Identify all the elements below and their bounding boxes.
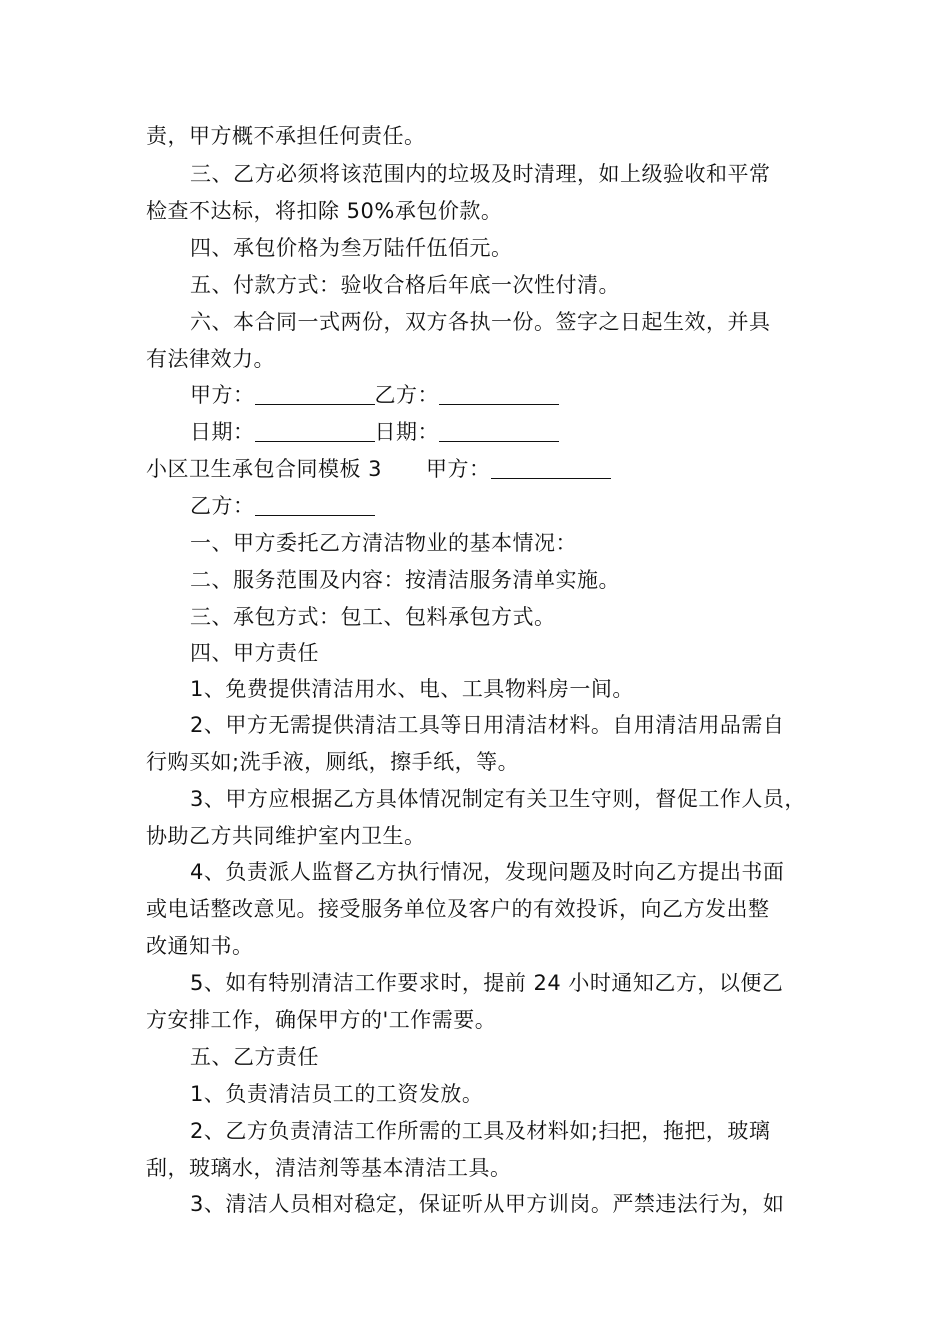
paragraph-line: 检查不达标，将扣除 50%承包价款。 [146, 199, 503, 223]
signature-row-dates [190, 418, 870, 446]
section-party-a-label: 甲方： [426, 457, 491, 481]
date-a-label: 日期： [190, 420, 255, 444]
party-a-blank [255, 384, 375, 405]
paragraph-line: 五、乙方责任 [190, 1045, 319, 1069]
paragraph-line: 改通知书。 [146, 934, 254, 958]
paragraph-line: 1、负责清洁员工的工资发放。 [190, 1082, 484, 1106]
signature-row-parties [190, 381, 870, 409]
paragraph-line: 二、服务范围及内容：按清洁服务清单实施。 [190, 568, 620, 592]
section-heading-row [146, 455, 826, 483]
paragraph-line: 三、承包方式：包工、包料承包方式。 [190, 605, 556, 629]
date-b-blank [439, 421, 559, 442]
paragraph-line: 六、本合同一式两份，双方各执一份。签字之日起生效，并具 [190, 310, 771, 334]
paragraph-line: 刮，玻璃水，清洁剂等基本清洁工具。 [146, 1156, 512, 1180]
paragraph-line: 3、甲方应根据乙方具体情况制定有关卫生守则，督促工作人员， [190, 787, 806, 811]
paragraph-line: 1、免费提供清洁用水、电、工具物料房一间。 [190, 677, 634, 701]
party-b-label: 乙方： [374, 383, 439, 407]
party-a-label: 甲方： [190, 383, 255, 407]
paragraph-line: 行购买如;洗手液，厕纸，擦手纸，等。 [146, 750, 520, 774]
section-party-b-row [190, 492, 870, 520]
section-title: 小区卫生承包合同模板 3 [146, 457, 383, 481]
section-party-b-label: 乙方： [190, 494, 255, 518]
paragraph-line: 四、甲方责任 [190, 641, 319, 665]
paragraph-line: 或电话整改意见。接受服务单位及客户的有效投诉，向乙方发出整 [146, 897, 770, 921]
party-b-blank [439, 384, 559, 405]
paragraph-line: 4、负责派人监督乙方执行情况，发现问题及时向乙方提出书面 [190, 860, 785, 884]
section-party-b-blank [255, 495, 375, 516]
paragraph-line: 5、如有特别清洁工作要求时，提前 24 小时通知乙方，以便乙 [190, 971, 784, 995]
paragraph-line: 一、甲方委托乙方清洁物业的基本情况： [190, 531, 577, 555]
date-a-blank [255, 421, 375, 442]
section-party-a-blank [491, 458, 611, 479]
paragraph-line: 2、甲方无需提供清洁工具等日用清洁材料。自用清洁用品需自 [190, 713, 785, 737]
paragraph-line: 协助乙方共同维护室内卫生。 [146, 824, 426, 848]
paragraph-line: 责，甲方概不承担任何责任。 [146, 124, 426, 148]
date-b-label: 日期： [374, 420, 439, 444]
paragraph-line: 方安排工作，确保甲方的'工作需要。 [146, 1008, 497, 1032]
paragraph-line: 三、乙方必须将该范围内的垃圾及时清理，如上级验收和平常 [190, 162, 771, 186]
paragraph-line: 五、付款方式：验收合格后年底一次性付清。 [190, 273, 620, 297]
paragraph-line: 有法律效力。 [146, 347, 275, 371]
paragraph-line: 3、清洁人员相对稳定，保证听从甲方训岗。严禁违法行为，如 [190, 1192, 785, 1216]
paragraph-line: 四、承包价格为叁万陆仟伍佰元。 [190, 236, 513, 260]
paragraph-line: 2、乙方负责清洁工作所需的工具及材料如;扫把，拖把，玻璃 [190, 1119, 771, 1143]
